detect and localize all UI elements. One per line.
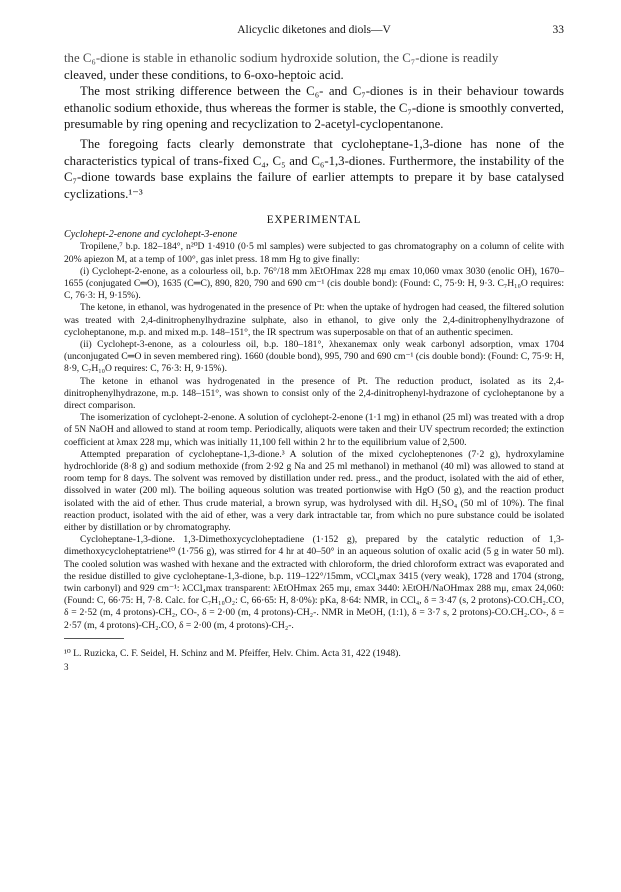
experimental-paragraph-2: (i) Cyclohept-2-enone, as a colourless oil, b.p. 76°/18 mm λEtOHmax 228 mμ εmax 10,060 νmax 3030 (enolic OH), 1670–1655 (conjugated C═O), 1635 (C═C), 890, 820, 790 and 690 cm⁻¹ (cis double bond): (Found: C, 75·9: H, 9·3. C₇H₁₀O requires: C, 76·3: H, 9·15%).: [64, 265, 564, 302]
footnote-rule: [64, 638, 124, 639]
page-number: 33: [552, 24, 564, 36]
experimental-paragraph-6: The isomerization of cyclohept-2-enone. A solution of cyclohept-2-enone (1·1 mg) in ethanol (25 ml) was treated with a drop of 5N NaOH and allowed to stand at room temp. Periodically, aliquots were taken and their UV spectrum recorded; the extinction coefficient at λmax 228 mμ, which was initially 11,100 fell within 2 hr to the equilibrium value of 2,500.: [64, 412, 564, 448]
experimental-paragraph-7: Attempted preparation of cycloheptane-1,3-dione.³ A solution of the mixed cycloheptenones (7·2 g), hydroxylamine hydrochloride (8·8 g) and sodium methoxide (from 2·92 g Na and 25 ml methanol) in methanol (40 ml) was allowed to stand at room temp for 8 days. The solvent was removed by distillation under red. press., and the product, isolated with the aid of ether, dissolved in water (200 ml). The boiling aqueous solution was treated portionwise with HgO (50 g), and the reaction product isolated with the aid of ether. Thus crude material, a brown syrup, was hydrolysed with dil. H₂SO₄ (50 ml of 10%). The final reaction product, isolated with the aid of ether, was a very dark intractable tar, from which no pure substance could be isolated either by distillation or by chromatography.: [64, 448, 564, 534]
footnote: ¹⁰ L. Ruzicka, C. F. Seidel, H. Schinz and M. Pfeiffer, Helv. Chim. Acta 31, 422 (1948).: [64, 647, 401, 659]
running-head: [64, 22, 564, 38]
page-signature-mark: 3: [64, 661, 69, 672]
intro-paragraph-2: The most striking difference between the C₆- and C₇-diones is in their behaviour towards ethanolic sodium ethoxide, thus whereas the former is stable, the C₇-dione is smoothly converted, presumable by ring opening and recyclization to 2-acetyl-cyclopentanone.: [64, 84, 564, 132]
intro-paragraph-1-line-1: the C₆-dione is stable in ethanolic sodium hydroxide solution, the C₇-dione is readily: [64, 51, 499, 65]
body-text: [64, 50, 564, 672]
experimental-paragraph-4: (ii) Cyclohept-3-enone, as a colourless oil, b.p. 180–181°, λhexanemax only weak carbonyl adsorption, νmax 1704 (unconjugated C═O in seven membered ring). 1660 (double bond), 995, 790 and 690 cm⁻¹ (cis double bond): (Found: C, 75·9: H, 8·9, C₇H₁₀O requires: C, 76·3: H, 9·15%).: [64, 338, 564, 375]
intro-paragraph-1-line-2: cleaved, under these conditions, to 6-oxo-heptoic acid.: [64, 67, 344, 82]
section-heading-experimental: EXPERIMENTAL: [266, 214, 362, 227]
experimental-paragraph-5: The ketone in ethanol was hydrogenated in the presence of Pt. The reduction product, isolated as its 2,4-dinitrophenylhydrazone, m.p. 148–151°, was shown to consist only of the 2,4-dinitrophenyl-hydrazone of cycloheptanone by a direct comparison.: [64, 375, 564, 411]
running-head-title: Alicyclic diketones and diols—V: [237, 24, 391, 36]
experimental-paragraph-8: Cycloheptane-1,3-dione. 1,3-Dimethoxycycloheptadiene (1·152 g), prepared by the catalytic reduction of 1,3-dimethoxycycloheptatriene¹⁰ (1·756 g), was stirred for 4 hr at 40–50° in an aqueous solution of oxalic acid (5 g in water 50 ml). The cooled solution was washed with hexane and the extracted with chloroform, the dried chloroform extract was evaporated and the residue distilled to give cycloheptane-1,3-dione, b.p. 119–122°/15mm, νCCl₄max 3415 (very weak), 1728 and 1704 (strong, twin carbonyl) and 929 cm⁻¹: λCCl₄max transparent: λEtOHmax 265 mμ, εmax 3440: λEtOH/NaOHmax 288 mμ, εmax 24,060: (Found: C, 66·75: H, 7·8. Calc. for C₇H₁₀O₂: C, 66·65: H, 8·0%): pKa, 8·64: NMR, in CCl₄, δ = 3·47 (s, 2 protons)-CO.CH₂.CO, δ = 2·52 (m, 4 protons)-CH₂, CO-, δ = 2·00 (m, 4 protons)-CH₂-. NMR in MeOH, (1:1), δ = 3·7 s, 2 protons)-CO.CH₂.CO-, δ = 2·57 (m, 4 protons)-CH₂.CO, δ = 2·00 (m, 4 protons)-CH₂-.: [64, 534, 564, 631]
experimental-paragraph-3: The ketone, in ethanol, was hydrogenated in the presence of Pt: when the uptake of hydrogen had ceased, the filtered solution was treated with 2,4-dinitrophenylhydrazine sulphate, also in ethanol, to give only the 2,4-dinitrophenylhydrazone of cycloheptanone, m.p. and mixed m.p. 148–151°, the IR spectrum was superposable on that of an authentic specimen.: [64, 302, 564, 338]
experimental-paragraph-1: Tropilene,⁷ b.p. 182–184°, n²⁰D 1·4910 (0·5 ml samples) were subjected to gas chromatography on a column of celite with 20% apiezon M, at a temp of 100°, gas inlet press. 18 mm Hg to give finally:: [64, 241, 564, 265]
intro-paragraph-3: The foregoing facts clearly demonstrate that cycloheptane-1,3-dione has none of the characteristics typical of trans-fixed C₄, C₅ and C₆-1,3-diones. Furthermore, the instability of the C₇-dione towards base explains the failure of earlier attempts to prepare it by base catalysed cyclizations.¹⁻³: [64, 136, 564, 201]
subsection-heading: Cyclohept-2-enone and cyclohept-3-enone: [64, 229, 238, 241]
